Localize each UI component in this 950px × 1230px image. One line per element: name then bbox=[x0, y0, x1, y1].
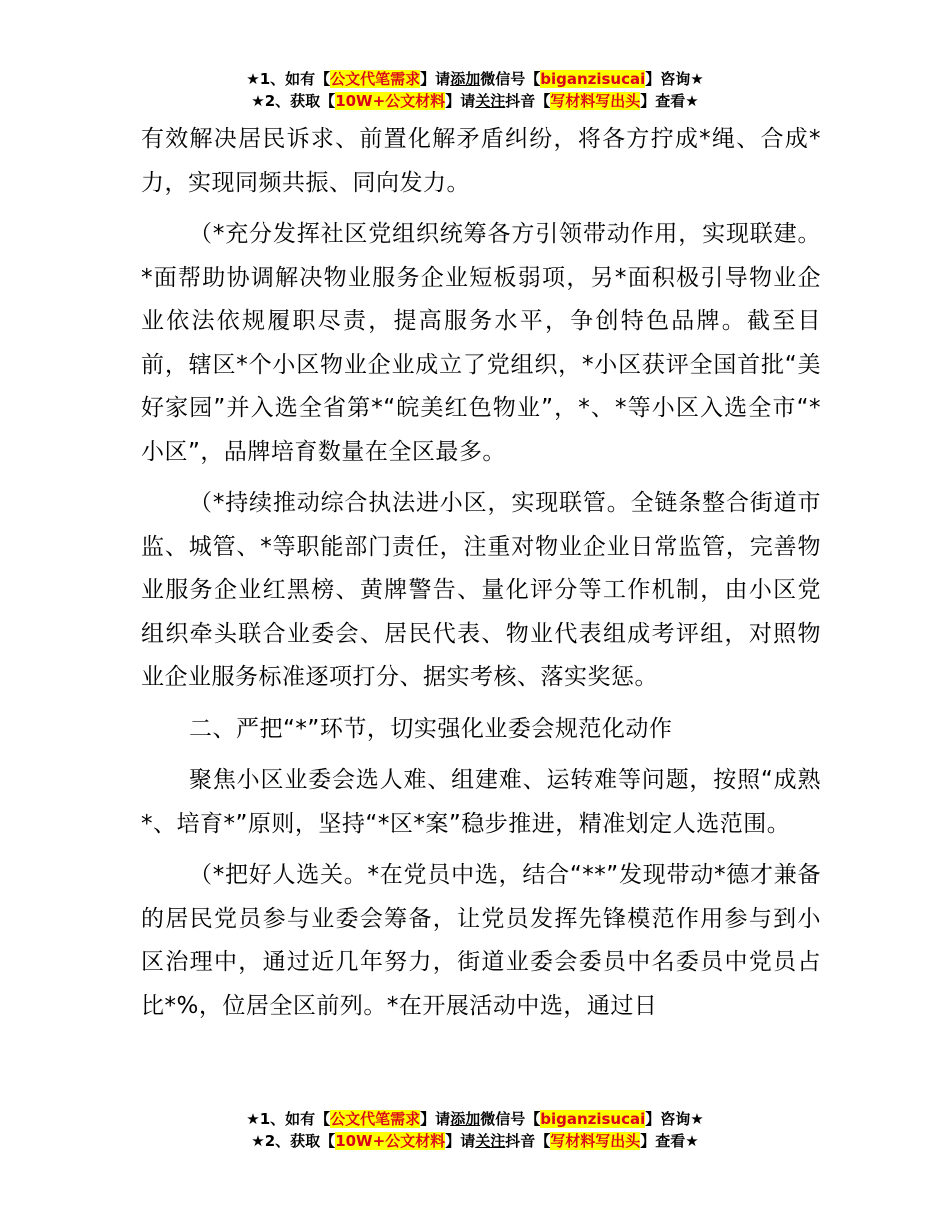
banner-highlight: 公文代笔需求 bbox=[330, 1110, 421, 1128]
banner-text: 】查看★ bbox=[640, 92, 699, 110]
banner-text: 微信号【 bbox=[480, 70, 541, 88]
banner-text: ★2、获取【 bbox=[251, 1132, 336, 1150]
banner-line-2 bbox=[0, 90, 950, 112]
banner-text: 关注 bbox=[475, 92, 506, 110]
banner-highlight: 10W+公文材料 bbox=[335, 92, 446, 110]
paragraph: 聚焦小区业委会选人难、组建难、运转难等问题，按照“成熟*、培育*”原则，坚持“*区*案”稳步推进，精准划定人选范围。 bbox=[141, 767, 821, 837]
banner-text: 关注 bbox=[475, 1132, 506, 1150]
banner-text: 微信号【 bbox=[480, 1110, 541, 1128]
banner-text: 添加 bbox=[450, 1110, 481, 1128]
document-body bbox=[141, 118, 821, 1028]
banner-text: 】请 bbox=[420, 1110, 451, 1128]
banner-line-2 bbox=[0, 1130, 950, 1152]
banner-line-1 bbox=[0, 1108, 950, 1130]
top-banner bbox=[0, 68, 950, 112]
wechat-id: biganzisucai bbox=[540, 70, 646, 88]
paragraph: （*把好人选关。*在党员中选，结合“**”发现带动*德才兼备的居民党员参与业委会筹备，让党员发挥先锋模范作用参与到小区治理中，通过近几年努力，街道业委会委员中名委员中党员占比*%，位居全区前列。*在开展活动中选，通过日 bbox=[141, 862, 821, 1019]
wechat-id: biganzisucai bbox=[540, 1110, 646, 1128]
banner-text: ★1、如有【 bbox=[246, 1110, 331, 1128]
banner-text: 】请 bbox=[445, 92, 476, 110]
banner-text: 】查看★ bbox=[640, 1132, 699, 1150]
banner-highlight: 公文代笔需求 bbox=[330, 70, 421, 88]
douyin-account: 写材料写出头 bbox=[550, 1132, 641, 1150]
banner-line-1 bbox=[0, 68, 950, 90]
banner-text: 】咨询★ bbox=[645, 1110, 704, 1128]
douyin-account: 写材料写出头 bbox=[550, 92, 641, 110]
section-heading: 二、严把“*”环节，切实强化业委会规范化动作 bbox=[189, 715, 673, 742]
banner-text: 添加 bbox=[450, 70, 481, 88]
bottom-banner bbox=[0, 1108, 950, 1152]
banner-text: 抖音【 bbox=[505, 1132, 551, 1150]
banner-text: 】请 bbox=[445, 1132, 476, 1150]
banner-highlight: 10W+公文材料 bbox=[335, 1132, 446, 1150]
banner-text: 】咨询★ bbox=[645, 70, 704, 88]
banner-text: ★2、获取【 bbox=[251, 92, 336, 110]
banner-text: 】请 bbox=[420, 70, 451, 88]
paragraph: （*持续推动综合执法进小区，实现联管。全链条整合街道市监、城管、*等职能部门责任，注重对物业企业日常监管，完善物业服务企业红黑榜、黄牌警告、量化评分等工作机制，由小区党组织牵头联合业委会、居民代表、物业代表组成考评组，对照物业企业服务标准逐项打分、据实考核、落实奖惩。 bbox=[141, 490, 821, 690]
paragraph: （*充分发挥社区党组织统筹各方引领带动作用，实现联建。*面帮助协调解决物业服务企业短板弱项，另*面积极引导物业企业依法依规履职尽责，提高服务水平，争创特色品牌。截至目前，辖区*个小区物业企业成立了党组织，*小区获评全国首批“美好家园”并入选全省第*“皖美红色物业”，*、*等小区入选全市“*小区”，品牌培育数量在全区最多。 bbox=[141, 221, 821, 465]
paragraph: 有效解决居民诉求、前置化解矛盾纠纷，将各方拧成*绳、合成*力，实现同频共振、同向发力。 bbox=[141, 126, 821, 196]
banner-text: 抖音【 bbox=[505, 92, 551, 110]
banner-text: ★1、如有【 bbox=[246, 70, 331, 88]
